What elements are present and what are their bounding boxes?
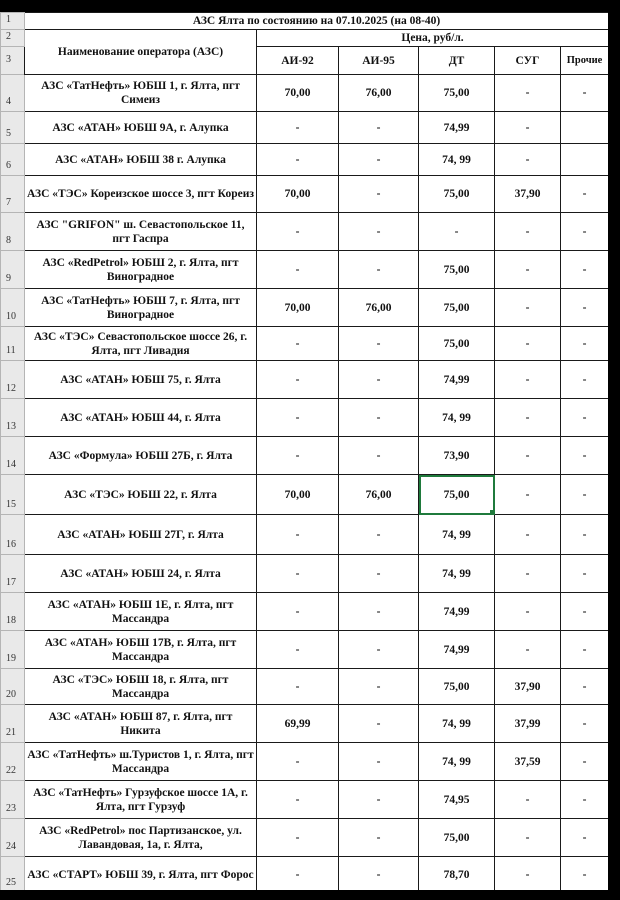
price-cell-ai95[interactable]: - xyxy=(339,251,419,289)
price-cell-dt[interactable]: 75,00 xyxy=(419,669,495,705)
row-header[interactable]: 7 xyxy=(1,176,25,213)
price-cell-ai95[interactable]: - xyxy=(339,555,419,593)
price-cell-dt[interactable]: 75,00 xyxy=(419,819,495,857)
table-row xyxy=(1,555,609,593)
price-cell-ai95[interactable]: - xyxy=(339,857,419,891)
price-cell-ai92[interactable]: - xyxy=(257,857,339,891)
row-header[interactable]: 19 xyxy=(1,631,25,669)
price-cell-dt[interactable]: 74, 99 xyxy=(419,705,495,743)
screen-edge xyxy=(608,0,620,900)
price-cell-sug[interactable]: - xyxy=(495,75,561,112)
station-name-cell[interactable]: АЗС «ТЭС» Севастопольское шоссе 26, г. Ялта, пгт Ливадия xyxy=(25,327,257,361)
station-name-cell[interactable]: АЗС «ТЭС» ЮБШ 22, г. Ялта xyxy=(25,475,257,515)
selected-cell[interactable]: 75,00 xyxy=(419,475,495,515)
price-cell-sug[interactable]: - xyxy=(495,251,561,289)
price-cell-sug[interactable]: - xyxy=(495,213,561,251)
table-row xyxy=(1,289,609,327)
table-row xyxy=(1,475,609,515)
row-header[interactable]: 10 xyxy=(1,289,25,327)
station-name-cell[interactable]: АЗС «ТЭС» ЮБШ 18, г. Ялта, пгт Массандра xyxy=(25,669,257,705)
price-cell-ai95[interactable]: - xyxy=(339,705,419,743)
title-row xyxy=(1,13,609,30)
price-cell-dt[interactable]: 73,90 xyxy=(419,437,495,475)
price-cell-ai95[interactable]: 76,00 xyxy=(339,75,419,112)
price-cell-dt[interactable]: 74,99 xyxy=(419,112,495,144)
station-name-cell[interactable]: АЗС «Формула» ЮБШ 27Б, г. Ялта xyxy=(25,437,257,475)
price-cell-sug[interactable]: - xyxy=(495,857,561,891)
price-cell-ai92[interactable]: - xyxy=(257,399,339,437)
price-cell-ai95[interactable]: - xyxy=(339,743,419,781)
price-cell-ai92[interactable]: - xyxy=(257,593,339,631)
price-cell-ai95[interactable]: - xyxy=(339,327,419,361)
price-cell-dt[interactable]: 74,95 xyxy=(419,781,495,819)
table-row xyxy=(1,705,609,743)
header-row-1 xyxy=(1,30,609,47)
col-header-ai92[interactable]: АИ-92 xyxy=(257,47,339,75)
price-cell-ai92[interactable]: 70,00 xyxy=(257,75,339,112)
row-header[interactable]: 9 xyxy=(1,251,25,289)
price-cell-other[interactable]: - xyxy=(561,743,609,781)
price-cell-ai92[interactable]: - xyxy=(257,515,339,555)
price-cell-sug[interactable]: - xyxy=(495,361,561,399)
price-cell-ai95[interactable]: - xyxy=(339,781,419,819)
price-cell-other[interactable]: - xyxy=(561,475,609,515)
price-cell-other[interactable]: - xyxy=(561,213,609,251)
row-header[interactable]: 8 xyxy=(1,213,25,251)
price-cell-ai92[interactable]: - xyxy=(257,781,339,819)
table-row xyxy=(1,75,609,112)
row-header[interactable]: 18 xyxy=(1,593,25,631)
table-row xyxy=(1,515,609,555)
row-header[interactable]: 5 xyxy=(1,112,25,144)
price-cell-ai95[interactable]: - xyxy=(339,399,419,437)
price-cell-dt[interactable]: 74, 99 xyxy=(419,144,495,176)
row-header[interactable]: 13 xyxy=(1,399,25,437)
sheet-title[interactable]: АЗС Ялта по состоянию на 07.10.2025 (на 08-40) xyxy=(25,13,609,30)
price-cell-sug[interactable]: - xyxy=(495,144,561,176)
price-cell-dt[interactable]: 74,99 xyxy=(419,593,495,631)
price-cell-other[interactable]: - xyxy=(561,289,609,327)
price-cell-other[interactable]: - xyxy=(561,251,609,289)
price-table xyxy=(0,12,608,890)
station-name-cell[interactable]: АЗС «АТАН» ЮБШ 87, г. Ялта, пгт Никита xyxy=(25,705,257,743)
price-cell-sug[interactable]: - xyxy=(495,555,561,593)
price-cell-ai95[interactable]: - xyxy=(339,176,419,213)
price-cell-ai92[interactable]: - xyxy=(257,327,339,361)
price-cell-ai92[interactable]: - xyxy=(257,631,339,669)
station-name-cell[interactable]: АЗС «СТАРТ» ЮБШ 39, г. Ялта, пгт Форос xyxy=(25,857,257,891)
row-header[interactable]: 24 xyxy=(1,819,25,857)
price-cell-ai92[interactable]: - xyxy=(257,555,339,593)
table-row xyxy=(1,631,609,669)
price-cell-ai95[interactable]: - xyxy=(339,213,419,251)
table-row xyxy=(1,857,609,891)
price-cell-ai95[interactable]: - xyxy=(339,515,419,555)
col-header-ai95[interactable]: АИ-95 xyxy=(339,47,419,75)
row-header[interactable]: 22 xyxy=(1,743,25,781)
price-cell-ai95[interactable]: - xyxy=(339,144,419,176)
row-header[interactable]: 3 xyxy=(1,47,25,75)
station-name-cell[interactable]: АЗС «АТАН» ЮБШ 44, г. Ялта xyxy=(25,399,257,437)
table-row xyxy=(1,112,609,144)
price-cell-sug[interactable]: - xyxy=(495,112,561,144)
price-cell-ai92[interactable]: 70,00 xyxy=(257,475,339,515)
price-cell-sug[interactable]: - xyxy=(495,631,561,669)
price-cell-sug[interactable]: - xyxy=(495,593,561,631)
operator-header[interactable]: Наименование оператора (АЗС) xyxy=(25,30,257,75)
price-cell-dt[interactable]: 74,99 xyxy=(419,631,495,669)
price-cell-ai95[interactable]: - xyxy=(339,669,419,705)
price-cell-other[interactable]: - xyxy=(561,669,609,705)
price-cell-other[interactable]: - xyxy=(561,705,609,743)
row-header[interactable]: 14 xyxy=(1,437,25,475)
price-cell-dt[interactable]: 74, 99 xyxy=(419,555,495,593)
table-row xyxy=(1,213,609,251)
price-cell-other[interactable]: - xyxy=(561,857,609,891)
row-header[interactable]: 2 xyxy=(1,30,25,47)
price-cell-ai92[interactable]: 69,99 xyxy=(257,705,339,743)
price-cell-ai95[interactable]: - xyxy=(339,112,419,144)
row-header[interactable]: 23 xyxy=(1,781,25,819)
price-cell-other[interactable]: - xyxy=(561,515,609,555)
station-name-cell[interactable]: АЗС "GRIFON" ш. Севастопольское 11, пгт Гаспра xyxy=(25,213,257,251)
price-cell-ai95[interactable]: - xyxy=(339,631,419,669)
table-row xyxy=(1,743,609,781)
station-name-cell[interactable]: АЗС «ТЭС» Кореизское шоссе 3, пгт Кореиз xyxy=(25,176,257,213)
table-row xyxy=(1,781,609,819)
price-cell-sug[interactable]: - xyxy=(495,437,561,475)
station-name-cell[interactable]: АЗС «АТАН» ЮБШ 9А, г. Алупка xyxy=(25,112,257,144)
station-name-cell[interactable]: АЗС «ТатНефть» ЮБШ 7, г. Ялта, пгт Виноградное xyxy=(25,289,257,327)
col-header-sug[interactable]: СУГ xyxy=(495,47,561,75)
row-header[interactable]: 25 xyxy=(1,857,25,891)
price-cell-dt[interactable]: - xyxy=(419,213,495,251)
price-cell-other[interactable]: - xyxy=(561,593,609,631)
station-name-cell[interactable]: АЗС «RedPetrol» пос Партизанское, ул. Лавандовая, 1а, г. Ялта, xyxy=(25,819,257,857)
price-cell-other[interactable]: - xyxy=(561,399,609,437)
price-cell-ai92[interactable]: - xyxy=(257,251,339,289)
price-cell-sug[interactable]: 37,59 xyxy=(495,743,561,781)
station-name-cell[interactable]: АЗС «АТАН» ЮБШ 75, г. Ялта xyxy=(25,361,257,399)
table-row xyxy=(1,176,609,213)
row-header[interactable]: 16 xyxy=(1,515,25,555)
price-cell-sug[interactable]: - xyxy=(495,781,561,819)
col-header-other[interactable]: Прочие xyxy=(561,47,609,75)
row-header[interactable]: 12 xyxy=(1,361,25,399)
price-cell-ai92[interactable]: - xyxy=(257,213,339,251)
station-name-cell[interactable]: АЗС «ТатНефть» ЮБШ 1, г. Ялта, пгт Симеиз xyxy=(25,75,257,112)
station-name-cell[interactable]: АЗС «RedPetrol» ЮБШ 2, г. Ялта, пгт Виноградное xyxy=(25,251,257,289)
price-cell-other[interactable]: - xyxy=(561,327,609,361)
price-header[interactable]: Цена, руб/л. xyxy=(257,30,609,47)
price-cell-sug[interactable]: - xyxy=(495,399,561,437)
price-cell-ai95[interactable]: - xyxy=(339,593,419,631)
table-row xyxy=(1,437,609,475)
price-cell-ai95[interactable]: 76,00 xyxy=(339,289,419,327)
row-header[interactable]: 15 xyxy=(1,475,25,515)
price-cell-sug[interactable]: - xyxy=(495,515,561,555)
station-name-cell[interactable]: АЗС «АТАН» ЮБШ 38 г. Алупка xyxy=(25,144,257,176)
price-cell-dt[interactable]: 78,70 xyxy=(419,857,495,891)
spreadsheet xyxy=(0,12,608,890)
price-cell-dt[interactable]: 75,00 xyxy=(419,327,495,361)
price-cell-sug[interactable]: - xyxy=(495,289,561,327)
price-cell-dt[interactable]: 74, 99 xyxy=(419,743,495,781)
row-header[interactable]: 17 xyxy=(1,555,25,593)
price-cell-sug[interactable]: 37,99 xyxy=(495,705,561,743)
price-cell-ai92[interactable]: - xyxy=(257,112,339,144)
table-row xyxy=(1,327,609,361)
price-cell-ai92[interactable]: 70,00 xyxy=(257,176,339,213)
station-name-cell[interactable]: АЗС «АТАН» ЮБШ 24, г. Ялта xyxy=(25,555,257,593)
price-cell-sug[interactable]: - xyxy=(495,819,561,857)
table-row xyxy=(1,361,609,399)
price-cell-ai92[interactable]: - xyxy=(257,144,339,176)
station-name-cell[interactable]: АЗС «АТАН» ЮБШ 17В, г. Ялта, пгт Массандра xyxy=(25,631,257,669)
price-cell-sug[interactable]: - xyxy=(495,327,561,361)
table-row xyxy=(1,399,609,437)
price-cell-other[interactable] xyxy=(561,112,609,144)
price-cell-dt[interactable]: 75,00 xyxy=(419,176,495,213)
table-row xyxy=(1,144,609,176)
row-header[interactable]: 4 xyxy=(1,75,25,112)
price-cell-ai92[interactable]: - xyxy=(257,669,339,705)
table-row xyxy=(1,593,609,631)
price-cell-ai92[interactable]: 70,00 xyxy=(257,289,339,327)
row-header[interactable]: 11 xyxy=(1,327,25,361)
col-header-dt[interactable]: ДТ xyxy=(419,47,495,75)
row-header[interactable]: 1 xyxy=(1,13,25,30)
price-cell-ai92[interactable]: - xyxy=(257,819,339,857)
price-cell-ai92[interactable]: - xyxy=(257,743,339,781)
price-cell-ai95[interactable]: - xyxy=(339,361,419,399)
price-cell-ai92[interactable]: - xyxy=(257,437,339,475)
table-row xyxy=(1,819,609,857)
row-header[interactable]: 20 xyxy=(1,669,25,705)
price-cell-other[interactable]: - xyxy=(561,819,609,857)
price-cell-other[interactable]: - xyxy=(561,176,609,213)
price-cell-dt[interactable]: 75,00 xyxy=(419,289,495,327)
station-name-cell[interactable]: АЗС «ТатНефть» ш.Туристов 1, г. Ялта, пгт Массандра xyxy=(25,743,257,781)
price-cell-other[interactable]: - xyxy=(561,361,609,399)
row-header[interactable]: 21 xyxy=(1,705,25,743)
price-cell-sug[interactable]: - xyxy=(495,475,561,515)
station-name-cell[interactable]: АЗС «АТАН» ЮБШ 1Е, г. Ялта, пгт Массандра xyxy=(25,593,257,631)
price-cell-ai95[interactable]: 76,00 xyxy=(339,475,419,515)
price-cell-ai95[interactable]: - xyxy=(339,819,419,857)
price-cell-ai95[interactable]: - xyxy=(339,437,419,475)
price-cell-dt[interactable]: 74, 99 xyxy=(419,399,495,437)
row-header[interactable]: 6 xyxy=(1,144,25,176)
table-row xyxy=(1,251,609,289)
price-cell-other[interactable]: - xyxy=(561,555,609,593)
price-cell-dt[interactable]: 74, 99 xyxy=(419,515,495,555)
price-cell-sug[interactable]: 37,90 xyxy=(495,176,561,213)
price-cell-other[interactable]: - xyxy=(561,437,609,475)
table-row xyxy=(1,669,609,705)
price-cell-ai92[interactable]: - xyxy=(257,361,339,399)
price-cell-sug[interactable]: 37,90 xyxy=(495,669,561,705)
price-cell-dt[interactable]: 75,00 xyxy=(419,251,495,289)
price-cell-dt[interactable]: 74,99 xyxy=(419,361,495,399)
price-cell-other[interactable]: - xyxy=(561,75,609,112)
price-cell-dt[interactable]: 75,00 xyxy=(419,75,495,112)
station-name-cell[interactable]: АЗС «ТатНефть» Гурзуфское шоссе 1А, г. Ялта, пгт Гурзуф xyxy=(25,781,257,819)
price-cell-other[interactable]: - xyxy=(561,631,609,669)
station-name-cell[interactable]: АЗС «АТАН» ЮБШ 27Г, г. Ялта xyxy=(25,515,257,555)
price-cell-other[interactable]: - xyxy=(561,781,609,819)
price-cell-other[interactable] xyxy=(561,144,609,176)
